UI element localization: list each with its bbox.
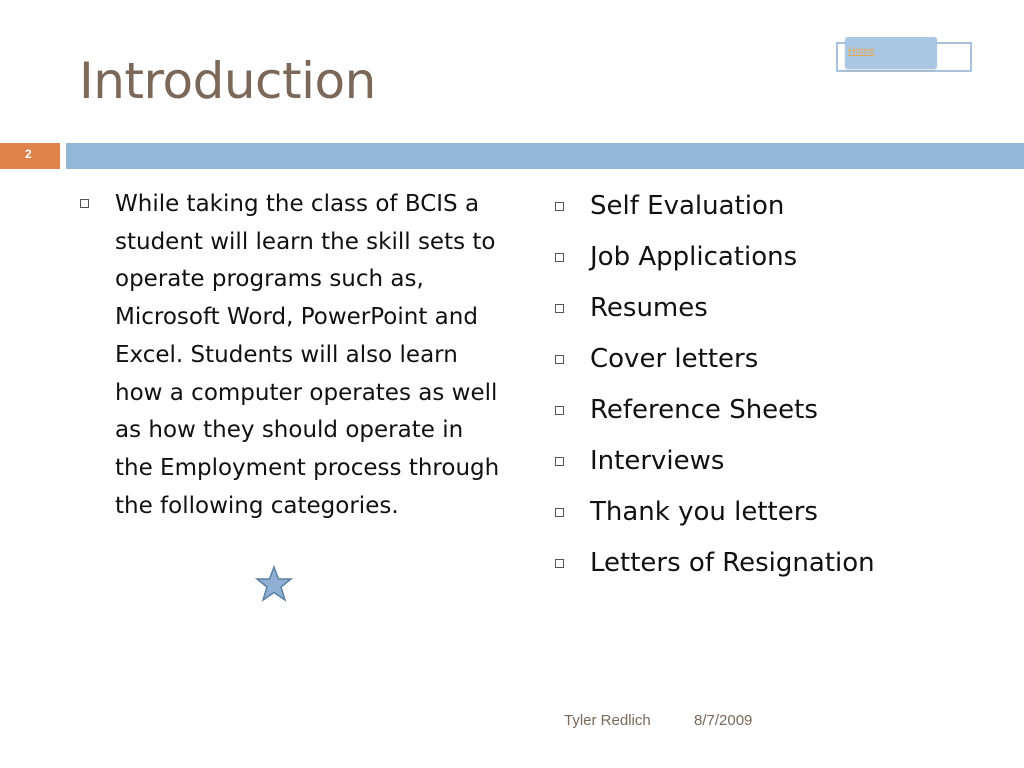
hollow-square-bullet-icon xyxy=(555,559,564,568)
hollow-square-bullet-icon xyxy=(555,253,564,262)
footer-date: 8/7/2009 xyxy=(694,712,753,729)
category-label: Cover letters xyxy=(590,344,759,374)
category-list xyxy=(555,186,995,594)
home-link[interactable]: Home xyxy=(848,46,875,57)
hollow-square-bullet-icon xyxy=(555,355,564,364)
category-label: Self Evaluation xyxy=(590,191,785,221)
hollow-square-bullet-icon xyxy=(555,457,564,466)
category-label: Job Applications xyxy=(590,242,798,272)
list-item xyxy=(555,288,995,339)
list-item xyxy=(555,492,995,543)
list-item xyxy=(555,441,995,492)
hollow-square-bullet-icon xyxy=(555,508,564,517)
list-item xyxy=(555,390,995,441)
hollow-square-bullet-icon xyxy=(555,406,564,415)
category-label: Thank you letters xyxy=(590,497,818,527)
slide-number: 2 xyxy=(25,147,32,161)
slide-title: Introduction xyxy=(79,52,376,110)
hollow-square-bullet-icon xyxy=(555,304,564,313)
intro-paragraph: While taking the class of BCIS a student will learn the skill sets to operate programs such as, Microsoft Word, PowerPoint and Excel. Students will also learn how a computer operates as well as how they should operate in the Employment process through the following categories. xyxy=(115,191,500,519)
category-label: Reference Sheets xyxy=(590,395,818,425)
list-item xyxy=(555,543,995,594)
hollow-square-bullet-icon xyxy=(80,199,89,208)
list-item xyxy=(555,237,995,288)
category-label: Interviews xyxy=(590,446,725,476)
hollow-square-bullet-icon xyxy=(555,202,564,211)
category-label: Resumes xyxy=(590,293,708,323)
list-item xyxy=(555,186,995,237)
category-label: Letters of Resignation xyxy=(590,548,875,578)
list-item xyxy=(555,339,995,390)
header-band xyxy=(66,143,1024,169)
star-icon[interactable] xyxy=(254,564,294,604)
footer-author: Tyler Redlich xyxy=(564,712,651,729)
